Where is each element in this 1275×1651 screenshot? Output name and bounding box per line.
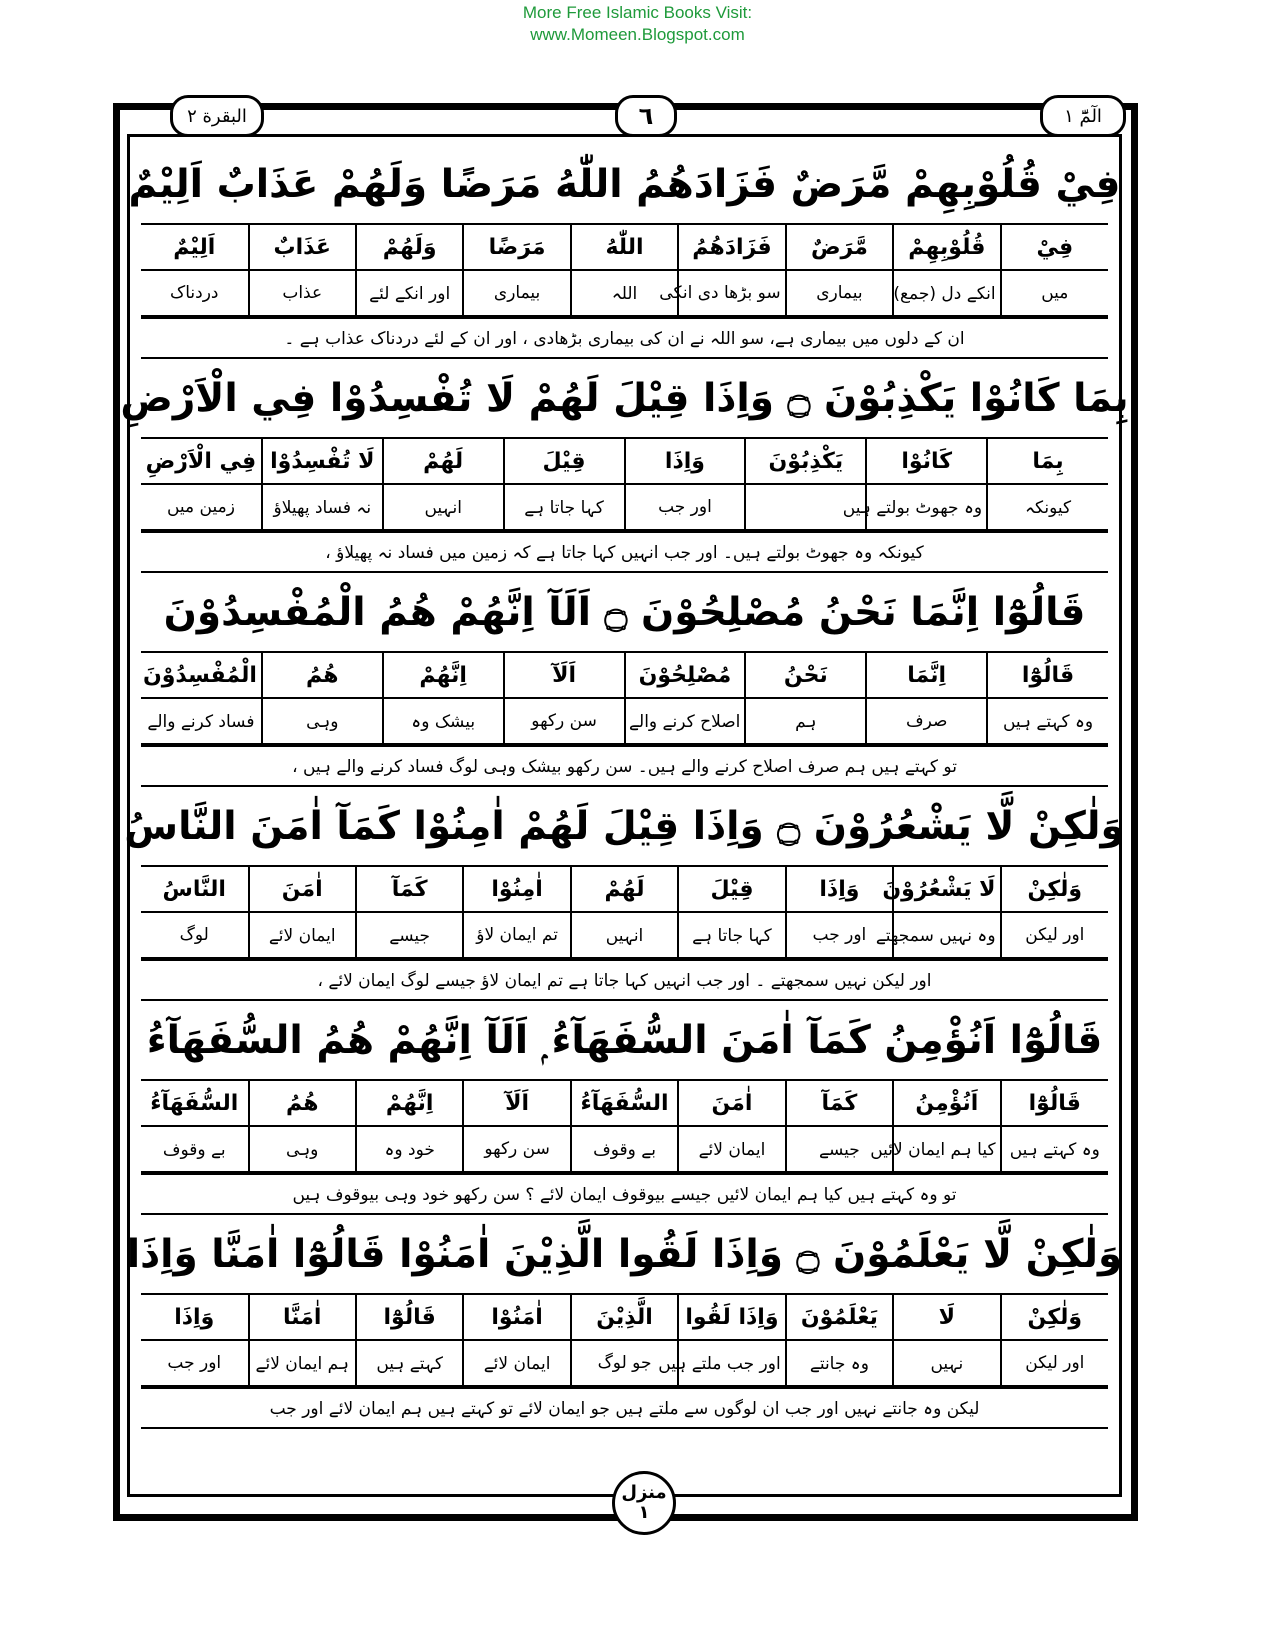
urdu-meaning-cell: انہیں [383,484,504,530]
urdu-meaning-cell: جیسے [356,912,463,958]
urdu-meanings-row [141,698,1108,744]
arabic-word-cell: اٰمِنُوْا [463,867,570,912]
word-by-word-table [141,439,1108,531]
arabic-word-cell: فَزَادَهُمُ [678,225,785,270]
urdu-meaning-cell: کیا ہم ایمان لائیں [893,1126,1000,1172]
arabic-words-row [141,225,1108,270]
urdu-meaning-cell: صرف [866,698,987,744]
urdu-meaning-cell: وہ جانتے [786,1340,893,1386]
arabic-words-row [141,653,1108,698]
arabic-word-cell: قَالُوْٓا [987,653,1108,698]
verse-block [141,573,1108,787]
urdu-meaning-cell: ایمان لائے [249,912,356,958]
arabic-word-cell: فِي الْاَرْضِ [141,439,262,484]
arabic-word-cell: وَاِذَا [786,867,893,912]
arabic-word-cell: النَّاسُ [141,867,249,912]
urdu-meanings-row [141,270,1108,316]
arabic-word-cell: قُلُوْبِهِمْ [893,225,1000,270]
urdu-meaning-cell: وہ کہتے ہیں [1001,1126,1108,1172]
arabic-word-cell: لَا [893,1295,1000,1340]
arabic-word-cell: اِنَّمَا [866,653,987,698]
arabic-word-cell: كَمَآ [356,867,463,912]
urdu-meaning-cell: وہی [249,1126,356,1172]
arabic-word-cell: السُّفَهَآءُ [571,1081,678,1126]
word-by-word-table [141,653,1108,745]
arabic-word-cell: اٰمَنَ [249,867,356,912]
urdu-meaning-cell: کہا جاتا ہے [678,912,785,958]
urdu-meaning-cell: بیماری [463,270,570,316]
urdu-meaning-cell: اور جب [625,484,746,530]
arabic-word-cell: الْمُفْسِدُوْنَ [141,653,262,698]
urdu-meaning-cell: کہتے ہیں [356,1340,463,1386]
word-by-word-table [141,1295,1108,1387]
urdu-meaning-cell: وہ نہیں سمجھتے [893,912,1000,958]
urdu-meaning-cell: ہم ایمان لائے [249,1340,356,1386]
urdu-meaning-cell: ایمان لائے [678,1126,785,1172]
manzil-marker [612,1471,676,1535]
urdu-translation-line: تو وہ کہتے ہیں کیا ہم ایمان لائیں جیسے بیوقوف ایمان لائے ؟ سن رکھو خود وہی بیوقوف ہیں [141,1173,1108,1213]
arabic-word-cell: لَا يَشْعُرُوْنَ [893,867,1000,912]
arabic-words-row [141,1295,1108,1340]
arabic-word-cell: وَاِذَا [625,439,746,484]
arabic-word-cell: هُمُ [249,1081,356,1126]
urdu-meaning-cell: ہم [745,698,866,744]
arabic-words-row [141,867,1108,912]
arabic-word-cell: وَاِذَا لَقُوا [678,1295,785,1340]
manzil-label: منزل [621,1482,667,1503]
urdu-meaning-cell: اور انکے لئے [356,270,463,316]
verse-block [126,1215,1123,1429]
urdu-meaning-cell: میں [1001,270,1108,316]
verse-block [128,145,1121,359]
arabic-word-cell: لَا تُفْسِدُوْا [262,439,383,484]
urdu-translation-line: کیونکہ وہ جھوٹ بولتے ہیں۔ اور جب انہیں کہا جاتا ہے کہ زمین میں فساد نہ پھیلاؤ ، [141,531,1108,571]
arabic-word-cell: يَكْذِبُوْنَ [745,439,866,484]
urdu-meaning-cell: وہ جھوٹ بولتے ہیں [866,484,987,530]
word-by-word-table [141,225,1108,317]
urdu-meaning-cell: اور جب ملتے ہیں [678,1340,785,1386]
arabic-word-cell: مُصْلِحُوْنَ [625,653,746,698]
surah-label: البقرة ٢ [170,95,264,137]
arabic-word-cell: اَنُؤْمِنُ [893,1081,1000,1126]
arabic-word-cell: اِنَّهُمْ [356,1081,463,1126]
arabic-word-cell: قِيْلَ [504,439,625,484]
urdu-meaning-cell: جو لوگ [571,1340,678,1386]
urdu-meaning-cell: انہیں [571,912,678,958]
arabic-word-cell: اِنَّهُمْ [383,653,504,698]
urdu-meaning-cell: کہا جاتا ہے [504,484,625,530]
arabic-word-cell: اَلِيْمٌ [141,225,249,270]
quran-word-by-word-content [120,145,1129,1429]
urdu-meaning-cell: عذاب [249,270,356,316]
urdu-meaning-cell: ایمان لائے [463,1340,570,1386]
urdu-meaning-cell: سو بڑھا دی انکی [678,270,785,316]
arabic-word-cell: اٰمَنُوْا [463,1295,570,1340]
arabic-word-cell: لَهُمْ [383,439,504,484]
arabic-verse-line: وَلٰكِنْ لَّا يَشْعُرُوْنَ ۝ وَاِذَا قِيْلَ لَهُمْ اٰمِنُوْا كَمَآ اٰمَنَ النَّاسُ [141,787,1108,867]
manzil-number: ١ [638,1502,650,1523]
arabic-word-cell: عَذَابٌ [249,225,356,270]
urdu-meaning-cell: بیماری [786,270,893,316]
urdu-meaning-cell: بے وقوف [571,1126,678,1172]
urdu-meaning-cell: اور جب [786,912,893,958]
arabic-verse-line: قَالُوْٓا اَنُؤْمِنُ كَمَآ اٰمَنَ السُّفَهَآءُ ۭ اَلَآ اِنَّهُمْ هُمُ السُّفَهَآءُ [141,1001,1108,1081]
arabic-verse-line: قَالُوْٓا اِنَّمَا نَحْنُ مُصْلِحُوْنَ ۝ اَلَآ اِنَّهُمْ هُمُ الْمُفْسِدُوْنَ [141,573,1108,653]
urdu-meaning-cell: خود وہ [356,1126,463,1172]
urdu-meaning-cell: اللہ [571,270,678,316]
urdu-meaning-cell: وہ کہتے ہیں [987,698,1108,744]
promo-line-1[interactable]: More Free Islamic Books Visit: [522,3,753,22]
urdu-translation-line: لیکن وہ جانتے نہیں اور جب ان لوگوں سے ملتے ہیں جو ایمان لائے تو کہتے ہیں ہم ایمان لائے اور جب [141,1387,1108,1427]
urdu-meaning-cell: بے وقوف [141,1126,249,1172]
urdu-meaning-cell: وہی [262,698,383,744]
arabic-word-cell: السُّفَهَآءُ [141,1081,249,1126]
arabic-verse-line: وَلٰكِنْ لَّا يَعْلَمُوْنَ ۝ وَاِذَا لَقُوا الَّذِيْنَ اٰمَنُوْا قَالُوْٓا اٰمَنَّا وَاِذَا [141,1215,1108,1295]
arabic-word-cell: اَلَآ [463,1081,570,1126]
urdu-meanings-row [141,912,1108,958]
arabic-verse-line: بِمَا كَانُوْا يَكْذِبُوْنَ ۝ وَاِذَا قِيْلَ لَهُمْ لَا تُفْسِدُوْا فِي الْاَرْضِ [141,359,1108,439]
arabic-word-cell: يَعْلَمُوْنَ [786,1295,893,1340]
urdu-translation-line: اور لیکن نہیں سمجھتے ۔ اور جب انہیں کہا جاتا ہے تم ایمان لاؤ جیسے لوگ ایمان لائے ، [141,959,1108,999]
arabic-word-cell: مَّرَضٌ [786,225,893,270]
urdu-meaning-cell: دردناک [141,270,249,316]
urdu-meanings-row [141,1340,1108,1386]
urdu-translation-line: تو کہتے ہیں ہم صرف اصلاح کرنے والے ہیں۔ سن رکھو بیشک وہی لوگ فساد کرنے والے ہیں ، [141,745,1108,785]
urdu-meaning-cell: تم ایمان لاؤ [463,912,570,958]
arabic-word-cell: اَلَآ [504,653,625,698]
arabic-word-cell: فِيْ [1001,225,1108,270]
arabic-word-cell: بِمَا [987,439,1108,484]
arabic-words-row [141,1081,1108,1126]
urdu-meaning-cell: سن رکھو [463,1126,570,1172]
urdu-meaning-cell: اور لیکن [1001,912,1108,958]
arabic-word-cell: اللّٰهُ [571,225,678,270]
urdu-meaning-cell: انکے دل (جمع) [893,270,1000,316]
urdu-meaning-cell: فساد کرنے والے [141,698,262,744]
para-label: الٓمّٓ ١ [1040,95,1126,137]
arabic-word-cell: كَانُوْا [866,439,987,484]
arabic-word-cell: الَّذِيْنَ [571,1295,678,1340]
arabic-word-cell: نَحْنُ [745,653,866,698]
urdu-meaning-cell: بیشک وہ [383,698,504,744]
arabic-word-cell: وَلٰكِنْ [1001,867,1108,912]
urdu-meaning-cell: لوگ [141,912,249,958]
verse-block [124,787,1125,1001]
arabic-word-cell: قَالُوْٓا [356,1295,463,1340]
word-by-word-table [141,1081,1108,1173]
urdu-meaning-cell: زمین میں [141,484,262,530]
arabic-word-cell: وَلٰكِنْ [1001,1295,1108,1340]
arabic-word-cell: هُمُ [262,653,383,698]
arabic-word-cell: اٰمَنَ [678,1081,785,1126]
promo-banner [0,2,1275,46]
word-by-word-table [141,867,1108,959]
urdu-meanings-row [141,484,1108,530]
promo-link[interactable]: www.Momeen.Blogspot.com [530,25,745,44]
urdu-meaning-cell: اور لیکن [1001,1340,1108,1386]
arabic-word-cell: كَمَآ [786,1081,893,1126]
arabic-word-cell: لَهُمْ [571,867,678,912]
arabic-word-cell: قَالُوْٓا [1001,1081,1108,1126]
page-number: ٦ [615,95,677,137]
urdu-meaning-cell: کیونکہ [987,484,1108,530]
arabic-verse-line: فِيْ قُلُوْبِهِمْ مَّرَضٌ فَزَادَهُمُ اللّٰهُ مَرَضًا وَلَهُمْ عَذَابٌ اَلِيْمٌ [141,145,1108,225]
arabic-word-cell: قِيْلَ [678,867,785,912]
verse-block [141,1001,1108,1215]
urdu-meaning-cell: اصلاح کرنے والے [625,698,746,744]
urdu-meaning-cell: نہیں [893,1340,1000,1386]
arabic-word-cell: مَرَضًا [463,225,570,270]
arabic-word-cell: وَاِذَا [141,1295,249,1340]
urdu-meaning-cell: جیسے [786,1126,893,1172]
urdu-translation-line: ان کے دلوں میں بیماری ہے، سو اللہ نے ان کی بیماری بڑھادی ، اور ان کے لئے دردناک عذاب ہے ۔ [141,317,1108,357]
arabic-word-cell: اٰمَنَّا [249,1295,356,1340]
urdu-meaning-cell: نہ فساد پھیلاؤ [262,484,383,530]
arabic-word-cell: وَلَهُمْ [356,225,463,270]
urdu-meaning-cell: سن رکھو [504,698,625,744]
urdu-meanings-row [141,1126,1108,1172]
arabic-words-row [141,439,1108,484]
verse-block [120,359,1129,573]
urdu-meaning-cell: اور جب [141,1340,249,1386]
